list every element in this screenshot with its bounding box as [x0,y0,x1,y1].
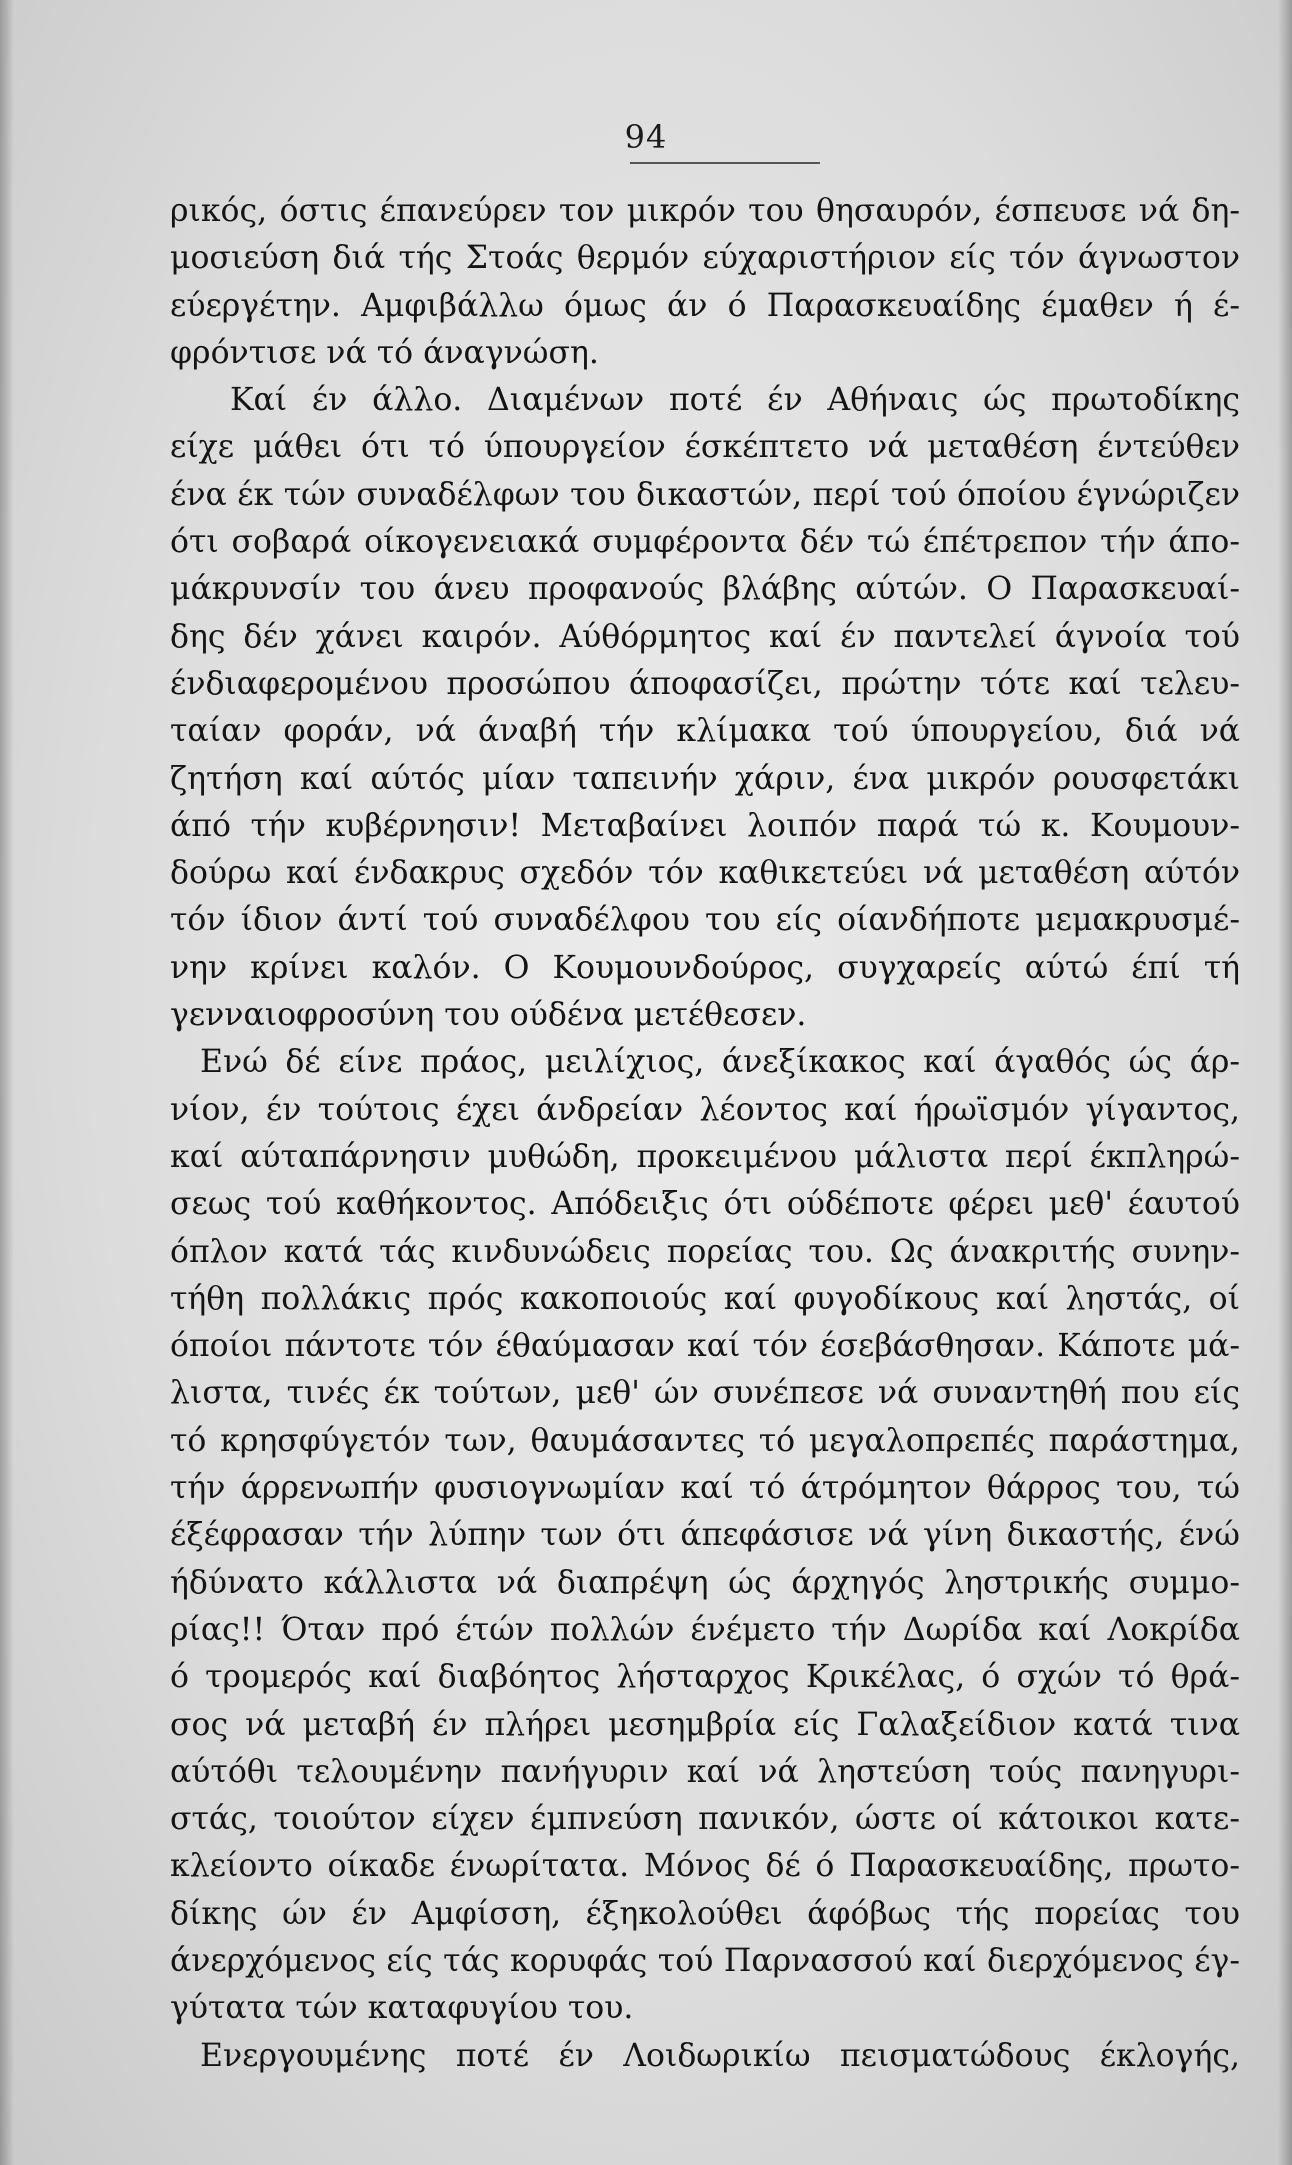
text-line: ταίαν φοράν, νά άναβή τήν κλίμακα τού ύπουργείου, διά νά [170,713,1240,750]
text-line: δης δέν χάνει καιρόν. Αύθόρμητος καί έν παντελεί άγνοία τού [170,618,1240,655]
text-line: Καί έν άλλο. Διαμένων ποτέ έν Αθήναις ώς πρωτοδίκης [230,382,1240,419]
text-line: τήν άρρενωπήν φυσιογνωμίαν καί τό άτρόμητον θάρρος του, τώ [170,1470,1240,1507]
text-line: τόν ίδιον άντί τού συναδέλφου του είς οίανδήποτε μεμακρυσμέ- [170,902,1240,939]
page-number-underline [630,162,820,164]
text-line: ένα έκ τών συναδέλφων του δικαστών, περί τού όποίου έγνώριζεν [170,476,1240,513]
page-edge-shadow-right [1278,0,1292,2165]
text-line: έξέφρασαν τήν λύπην των ότι άπεφάσισε νά γίνη δικαστής, ένώ [170,1517,1240,1554]
text-line: γύτατα τών καταφυγίου του. [170,1990,634,2027]
text-line: Ενώ δέ είνε πράος, μειλίχιος, άνεξίκακος καί άγαθός ώς άρ- [200,1044,1240,1081]
text-line: ρίας!! Όταν πρό έτών πολλών ένέμετο τήν Δωρίδα καί Λοκρίδα [170,1611,1240,1648]
text-line: καί αύταπάρνησιν μυθώδη, προκειμένου μάλιστα περί έκπληρώ- [170,1138,1240,1175]
body-text [170,188,1240,2080]
text-line: γενναιοφροσύνη του ούδένα μετέθεσεν. [170,997,807,1034]
text-line: δίκης ών έν Αμφίσση, έξηκολούθει άφόβως τής πορείας του [170,1895,1240,1932]
text-line: όποίοι πάντοτε τόν έθαύμασαν καί τόν έσεβάσθησαν. Κάποτε μά- [170,1328,1240,1365]
text-line: ήδύνατο κάλλιστα νά διαπρέψη ώς άρχηγός ληστρικής συμμο- [170,1564,1240,1601]
text-line: τό κρησφύγετόν των, θαυμάσαντες τό μεγαλοπρεπές παράστημα, [170,1422,1240,1459]
page-edge-shadow-left [0,0,14,2165]
text-line: δούρω καί ένδακρυς σχεδόν τόν καθικετεύει νά μεταθέση αύτόν [170,855,1240,892]
text-line: ότι σοβαρά οίκογενειακά συμφέροντα δέν τώ έπέτρεπον τήν άπο- [170,524,1240,561]
text-line: μοσιεύση διά τής Στοάς θερμόν εύχαριστήριον είς τόν άγνωστον [170,240,1240,277]
text-line: τήθη πολλάκις πρός κακοποιούς καί φυγοδίκους καί ληστάς, οί [170,1280,1240,1317]
text-line: ό τρομερός καί διαβόητος λήσταρχος Κρικέλας, ό σχών τό θρά- [170,1659,1240,1696]
text-line: σος νά μεταβή έν πλήρει μεσημβρία είς Γαλαξείδιον κατά τινα [170,1706,1240,1743]
text-line: είχε μάθει ότι τό ύπουργείον έσκέπτετο νά μεταθέση έντεύθεν [170,429,1240,466]
text-line: άπό τήν κυβέρνησιν! Μεταβαίνει λοιπόν παρά τώ κ. Κουμουν- [170,807,1240,844]
text-line: λιστα, τινές έκ τούτων, μεθ' ών συνέπεσε νά συναντηθή που είς [170,1375,1240,1412]
text-line: όπλον κατά τάς κινδυνώδεις πορείας του. Ως άνακριτής συνην- [170,1233,1240,1270]
text-line: κλείοντο οίκαδε ένωρίτατα. Μόνος δέ ό Παρασκευαίδης, πρωτο- [170,1848,1240,1885]
text-line: νην κρίνει καλόν. Ο Κουμουνδούρος, συγχαρείς αύτώ έπί τή [170,949,1240,986]
text-line: αύτόθι τελουμένην πανήγυριν καί νά ληστεύση τούς πανηγυρι- [170,1753,1240,1790]
text-line: σεως τού καθήκοντος. Απόδειξις ότι ούδέποτε φέρει μεθ' έαυτού [170,1186,1240,1223]
text-line: μάκρυνσίν του άνευ προφανούς βλάβης αύτών. Ο Παρασκευαί- [170,571,1240,608]
page-number: 94 [624,118,668,156]
text-line: εύεργέτην. Αμφιβάλλω όμως άν ό Παρασκευαίδης έμαθεν ή έ- [170,287,1240,324]
text-line: φρόντισε νά τό άναγνώση. [170,334,599,371]
text-line: στάς, τοιούτον είχεν έμπνεύση πανικόν, ώστε οί κάτοικοι κατε- [170,1801,1240,1838]
text-line: ρικός, όστις έπανεύρεν τον μικρόν του θησαυρόν, έσπευσε νά δη- [170,193,1240,229]
text-line: νίον, έν τούτοις έχει άνδρείαν λέοντος καί ήρωϊσμόν γίγαντος, [170,1091,1240,1128]
text-line: ζητήση καί αύτός μίαν ταπεινήν χάριν, ένα μικρόν ρουσφετάκι [170,760,1240,797]
text-line: Ενεργουμένης ποτέ έν Λοιδωρικίω πεισματώδους έκλογής, [200,2037,1240,2074]
text-line: άνερχόμενος είς τάς κορυφάς τού Παρνασσού καί διερχόμενος έγ- [170,1942,1240,1979]
text-line: ένδιαφερομένου προσώπου άποφασίζει, πρώτην τότε καί τελευ- [170,665,1240,702]
